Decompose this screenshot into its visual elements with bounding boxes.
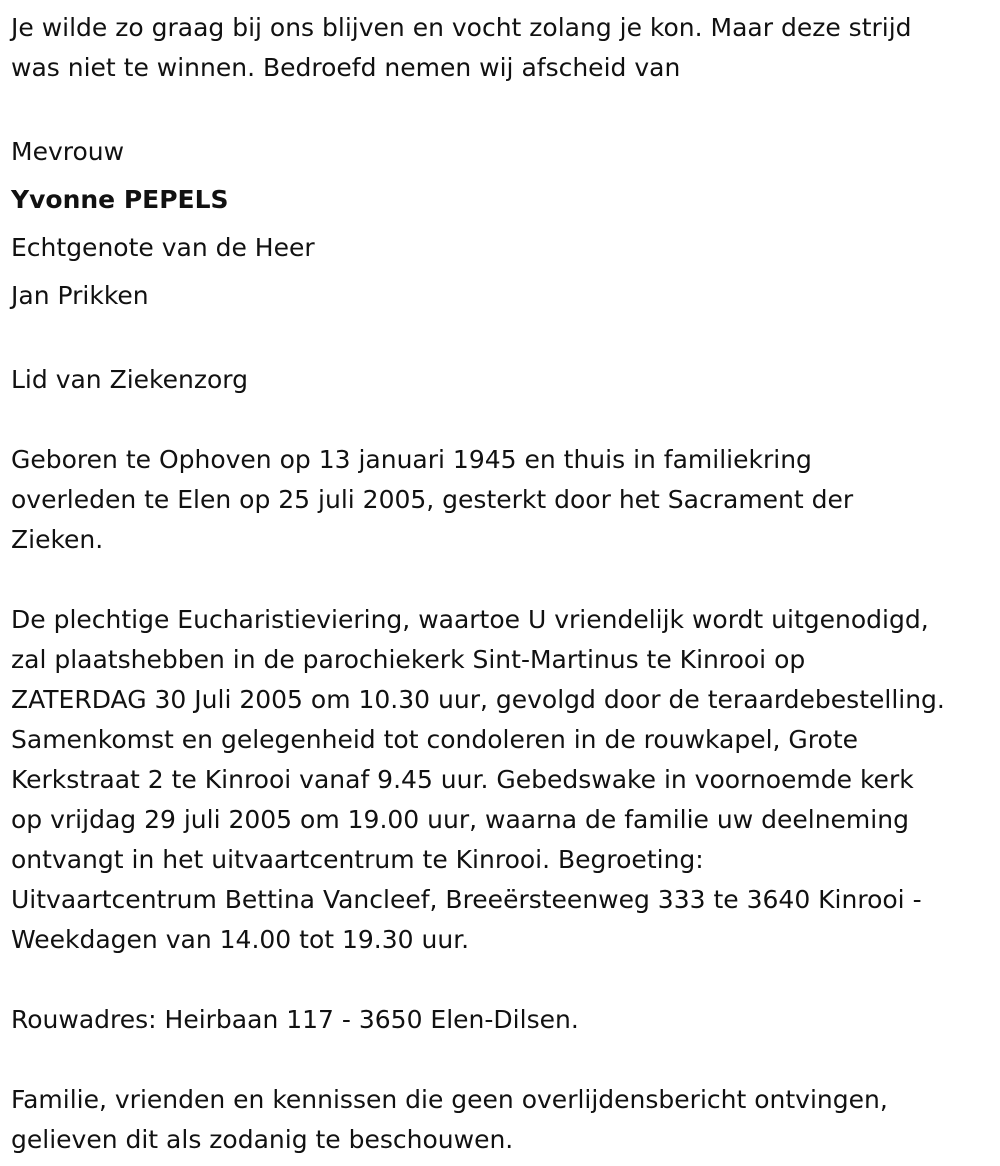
spacer [11,1040,992,1080]
spacer [11,960,992,1000]
ceremony-line: zal plaatshebben in de parochiekerk Sint-Martinus te Kinrooi op [11,645,806,674]
ceremony-line: De plechtige Eucharistieviering, waartoe U vriendelijk wordt uitgenodigd, [11,605,929,634]
spouse-name: Jan Prikken [11,281,149,310]
ceremony-line: Weekdagen van 14.00 tot 19.30 uur. [11,925,470,954]
ceremony-line: Kerkstraat 2 te Kinrooi vanaf 9.45 uur. Gebedswake in voornoemde kerk [11,765,914,794]
closing-paragraph [11,1080,992,1160]
spacer [11,560,992,600]
ceremony-paragraph [11,600,992,960]
ceremony-line: op vrijdag 29 juli 2005 om 19.00 uur, waarna de familie uw deelneming [11,805,909,834]
ceremony-line: ZATERDAG 30 Juli 2005 om 10.30 uur, gevolgd door de teraardebestelling. [11,685,945,714]
intro-line: was niet te winnen. Bedroefd nemen wij afscheid van [11,53,681,82]
spacer [11,88,992,128]
deceased-name: Yvonne PEPELS [11,185,229,214]
deceased-block [11,128,992,320]
intro-line: Je wilde zo graag bij ons blijven en vocht zolang je kon. Maar deze strijd [11,13,912,42]
membership-line: Lid van Ziekenzorg [11,365,248,394]
birth-death-line: Geboren te Ophoven op 13 januari 1945 en thuis in familiekring [11,445,812,474]
mourning-address: Rouwadres: Heirbaan 117 - 3650 Elen-Dilsen. [11,1005,579,1034]
closing-line: gelieven dit als zodanig te beschouwen. [11,1125,514,1154]
spacer [11,320,992,360]
birth-death-line: overleden te Elen op 25 juli 2005, gesterkt door het Sacrament der [11,485,854,514]
title-prefix: Mevrouw [11,137,125,166]
ceremony-line: ontvangt in het uitvaartcentrum te Kinrooi. Begroeting: [11,845,704,874]
closing-line: Familie, vrienden en kennissen die geen overlijdensbericht ontvingen, [11,1085,888,1114]
spouse-line: Echtgenote van de Heer [11,233,315,262]
ceremony-line: Samenkomst en gelegenheid tot condoleren in de rouwkapel, Grote [11,725,859,754]
spacer [11,400,992,440]
birth-death-line: Zieken. [11,525,104,554]
birth-death-paragraph [11,440,992,560]
intro-paragraph [11,8,992,88]
ceremony-line: Uitvaartcentrum Bettina Vancleef, Breeërsteenweg 333 te 3640 Kinrooi - [11,885,922,914]
